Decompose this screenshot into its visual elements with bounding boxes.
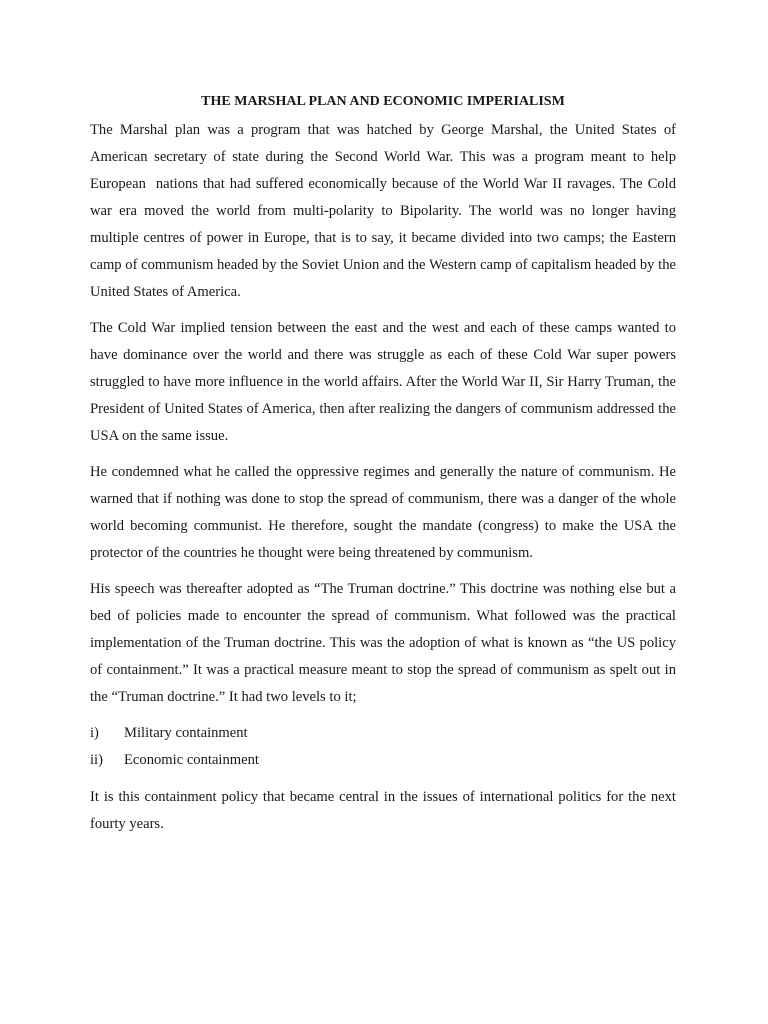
list-item [90,747,676,774]
document-title: THE MARSHAL PLAN AND ECONOMIC IMPERIALISM [201,94,565,109]
list-item [90,720,676,747]
containment-list [90,720,676,774]
paragraph-2: The Cold War implied tension between the east and the west and each of these camps wanted to have dominance over the world and there was struggle as each of these Cold War super powers struggled to have more influence in the world affairs. After the World War II, Sir Harry Truman, the President of United States of America, then after realizing the dangers of communism addressed the USA on the same issue. [90,320,676,444]
document-page [90,90,676,847]
paragraph-3: He condemned what he called the oppressive regimes and generally the nature of communism. He warned that if nothing was done to stop the spread of communism, there was a danger of the whole world becoming communist. He therefore, sought the mandate (congress) to make the USA the protector of the countries he thought were being threatened by communism. [90,464,676,561]
paragraph-1: The Marshal plan was a program that was hatched by George Marshal, the United States of American secretary of state during the Second World War. This was a program meant to help European nations that had suffered economically because of the World War II ravages. The Cold war era moved the world from multi-polarity to Bipolarity. The world was no longer having multiple centres of power in Europe, that is to say, it became divided into two camps; the Eastern camp of communism headed by the Soviet Union and the Western camp of capitalism headed by the United States of America. [90,122,676,300]
paragraph-4: His speech was thereafter adopted as “The Truman doctrine.” This doctrine was nothing else but a bed of policies made to encounter the spread of communism. What followed was the practical implementation of the Truman doctrine. This was the adoption of what is known as “the US policy of containment.” It was a practical measure meant to stop the spread of communism as spelt out in the “Truman doctrine.” It had two levels to it; [90,581,676,705]
list-item-text: Military containment [124,725,248,741]
list-marker: ii) [90,752,103,768]
list-marker: i) [90,725,99,741]
closing-paragraph: It is this containment policy that became central in the issues of international politics for the next fourty years. [90,789,676,832]
list-item-text: Economic containment [124,752,259,768]
